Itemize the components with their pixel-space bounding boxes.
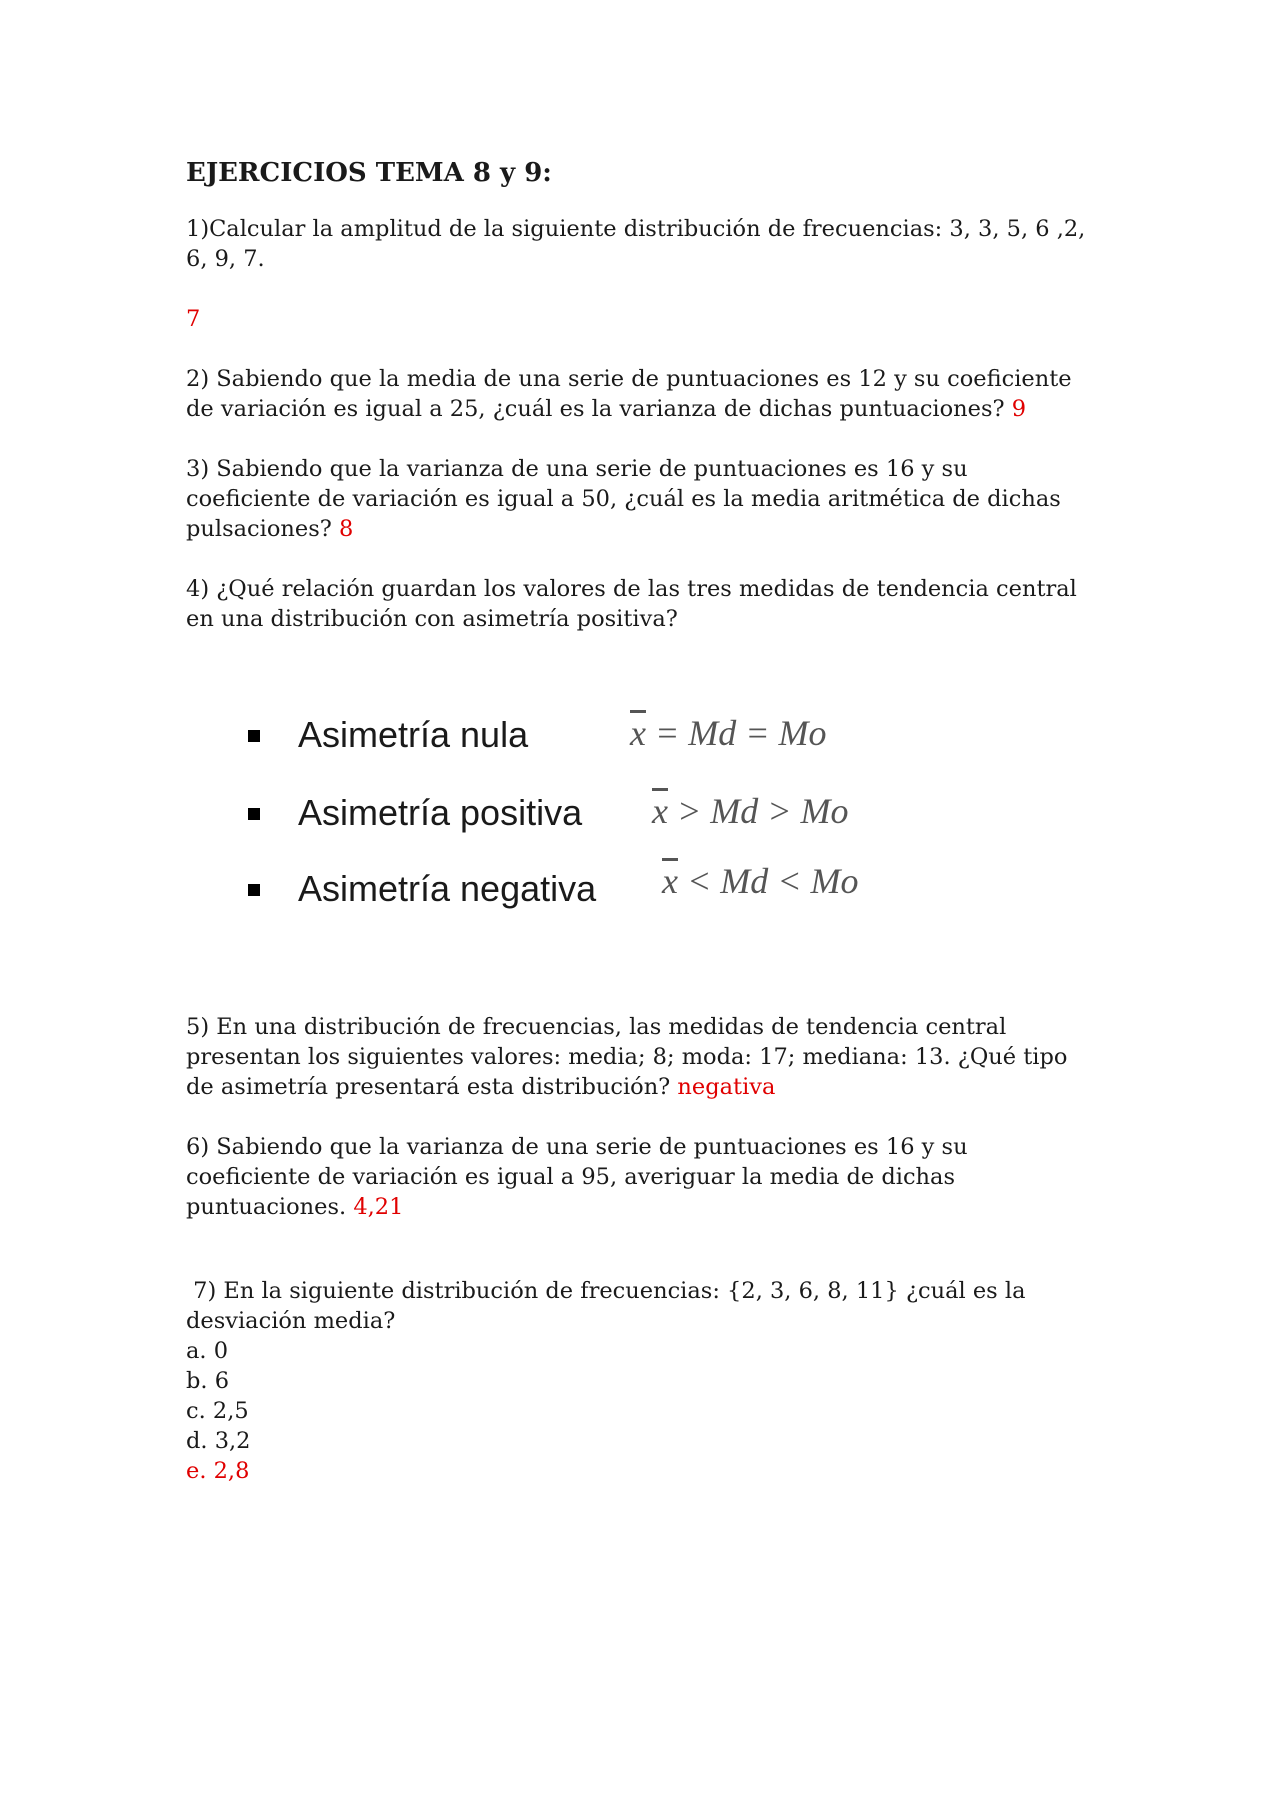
question-1-text: 1)Calcular la amplitud de la siguiente distribución de frecuencias: 3, 3, 5, 6 ,2, 6, 9, 7. bbox=[186, 216, 1086, 272]
question-7 bbox=[186, 1276, 1096, 1486]
formula-rest: < Md < Mo bbox=[677, 861, 859, 901]
question-6 bbox=[186, 1132, 1096, 1222]
question-4 bbox=[186, 574, 1096, 634]
option-b: b. 6 bbox=[186, 1368, 230, 1394]
figure-row-formula bbox=[652, 786, 849, 836]
option-c: c. 2,5 bbox=[186, 1398, 249, 1424]
formula-rest: = Md = Mo bbox=[645, 713, 827, 753]
question-6-text: 6) Sabiendo que la varianza de una serie de puntuaciones es 16 y su coeficiente de variación es igual a 95, averiguar la media de dichas puntuaciones. bbox=[186, 1134, 968, 1220]
question-6-answer: 4,21 bbox=[353, 1194, 404, 1220]
figure-row-formula bbox=[662, 856, 859, 906]
figure-row-label: Asimetría negativa bbox=[298, 868, 597, 909]
square-bullet-icon bbox=[248, 884, 260, 896]
question-5 bbox=[186, 1012, 1096, 1102]
question-7-text: 7) En la siguiente distribución de frecuencias: {2, 3, 6, 8, 11} ¿cuál es la desviación media? bbox=[186, 1278, 1033, 1334]
figure-row-nula bbox=[186, 710, 1096, 760]
mean-symbol: $\overline{x}$ bbox=[662, 861, 678, 901]
question-1-answer: 7 bbox=[186, 306, 201, 332]
asymmetry-figure bbox=[186, 664, 1096, 964]
question-5-answer: negativa bbox=[677, 1074, 776, 1100]
question-4-text: 4) ¿Qué relación guardan los valores de las tres medidas de tendencia central en una distribución con asimetría positiva? bbox=[186, 576, 1077, 632]
option-e-correct: e. 2,8 bbox=[186, 1458, 250, 1484]
question-2-text: 2) Sabiendo que la media de una serie de puntuaciones es 12 y su coeficiente de variación es igual a 25, ¿cuál es la varianza de dichas puntuaciones? bbox=[186, 366, 1072, 422]
formula-rest: > Md > Mo bbox=[667, 791, 849, 831]
document-page bbox=[186, 156, 1096, 1486]
question-2-answer: 9 bbox=[1011, 396, 1027, 422]
page-title: EJERCICIOS TEMA 8 y 9: bbox=[186, 158, 552, 188]
figure-row-formula bbox=[630, 708, 827, 758]
question-3 bbox=[186, 454, 1096, 544]
question-3-answer: 8 bbox=[338, 516, 354, 542]
question-1 bbox=[186, 214, 1096, 274]
figure-row-label: Asimetría nula bbox=[298, 714, 529, 755]
figure-row-label: Asimetría positiva bbox=[298, 792, 583, 833]
mean-symbol: $\overline{x}$ bbox=[630, 713, 646, 753]
option-a: a. 0 bbox=[186, 1338, 229, 1364]
mean-symbol: $\overline{x}$ bbox=[652, 791, 668, 831]
square-bullet-icon bbox=[248, 730, 260, 742]
question-7-options bbox=[186, 1336, 1096, 1486]
question-5-text: 5) En una distribución de frecuencias, las medidas de tendencia central presentan los siguientes valores: media; 8; moda: 17; mediana: 13. ¿Qué tipo de asimetría presentará esta distribución? bbox=[186, 1014, 1068, 1100]
figure-row-negativa bbox=[186, 861, 1096, 914]
question-3-text: 3) Sabiendo que la varianza de una serie de puntuaciones es 16 y su coeficiente de variación es igual a 50, ¿cuál es la media aritmética de dichas pulsaciones? bbox=[186, 456, 1061, 542]
square-bullet-icon bbox=[248, 808, 260, 820]
figure-row-positiva bbox=[186, 788, 1096, 838]
option-d: d. 3,2 bbox=[186, 1428, 251, 1454]
question-2 bbox=[186, 364, 1096, 424]
